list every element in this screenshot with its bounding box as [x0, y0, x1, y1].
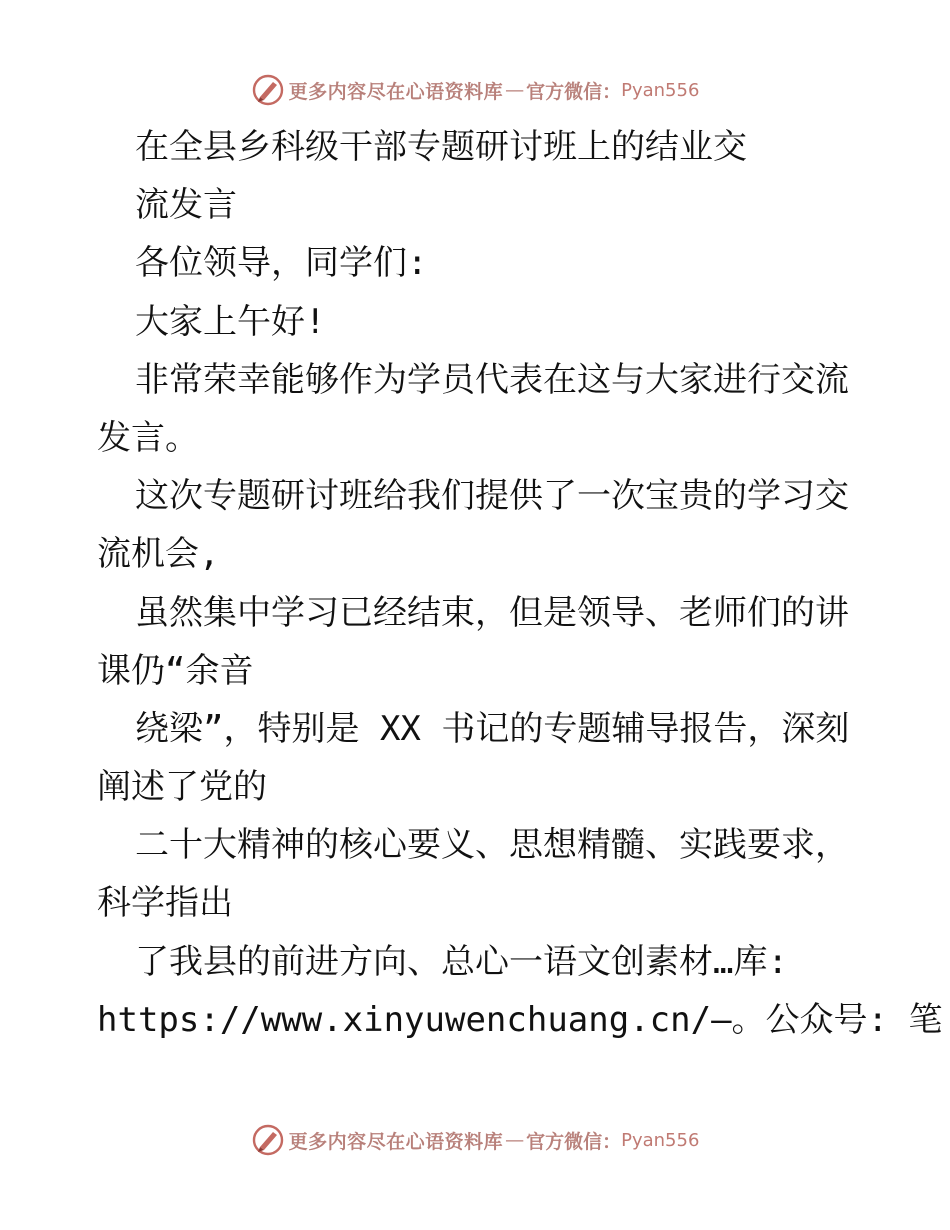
doc-line: 科学指出 [97, 883, 233, 924]
doc-line: 了我县的前进方向、总心一语文创素材…库: [135, 941, 788, 982]
doc-line-salutation: 各位领导，同学们: [135, 243, 428, 284]
doc-line-url: https://www.xinyuwenchuang.cn/—。公众号: 笔 [97, 999, 943, 1040]
doc-line: 发言。 [97, 417, 199, 458]
doc-line: 课仍“余音 [97, 650, 254, 691]
doc-line: 虽然集中学习已经结束，但是领导、老师们的讲 [135, 592, 849, 633]
doc-line: 阐述了党的 [97, 767, 267, 808]
doc-line-greeting: 大家上午好! [135, 301, 326, 342]
document-body [97, 118, 943, 1049]
doc-line: 非常荣幸能够作为学员代表在这与大家进行交流 [135, 359, 849, 400]
doc-line: 这次专题研讨班给我们提供了一次宝贵的学习交 [135, 476, 849, 517]
pen-logo-icon [251, 73, 285, 107]
banner-wechat-label: 官方微信： [526, 80, 622, 103]
doc-line: 二十大精神的核心要义、思想精髓、实践要求， [135, 825, 849, 866]
banner-separator: — [505, 79, 525, 101]
pen-logo-icon [251, 1123, 285, 1157]
banner-wechat-label: 官方微信： [526, 1130, 622, 1153]
footer-watermark-banner [0, 1120, 950, 1160]
doc-line: 绕梁”，特别是 XX 书记的专题辅导报告，深刻 [135, 708, 850, 749]
banner-separator: — [505, 1129, 525, 1151]
banner-wechat-id: Pyan556 [621, 1129, 700, 1151]
doc-line: 流机会, [97, 534, 220, 575]
banner-brand: 更多内容尽在心语资料库 [288, 1130, 504, 1153]
banner-wechat-id: Pyan556 [621, 79, 700, 101]
header-watermark-banner [0, 70, 950, 110]
banner-brand: 更多内容尽在心语资料库 [288, 80, 504, 103]
doc-line-title-1: 在全县乡科级干部专题研讨班上的结业交 [135, 127, 747, 167]
doc-line-title-2: 流发言 [135, 185, 237, 226]
